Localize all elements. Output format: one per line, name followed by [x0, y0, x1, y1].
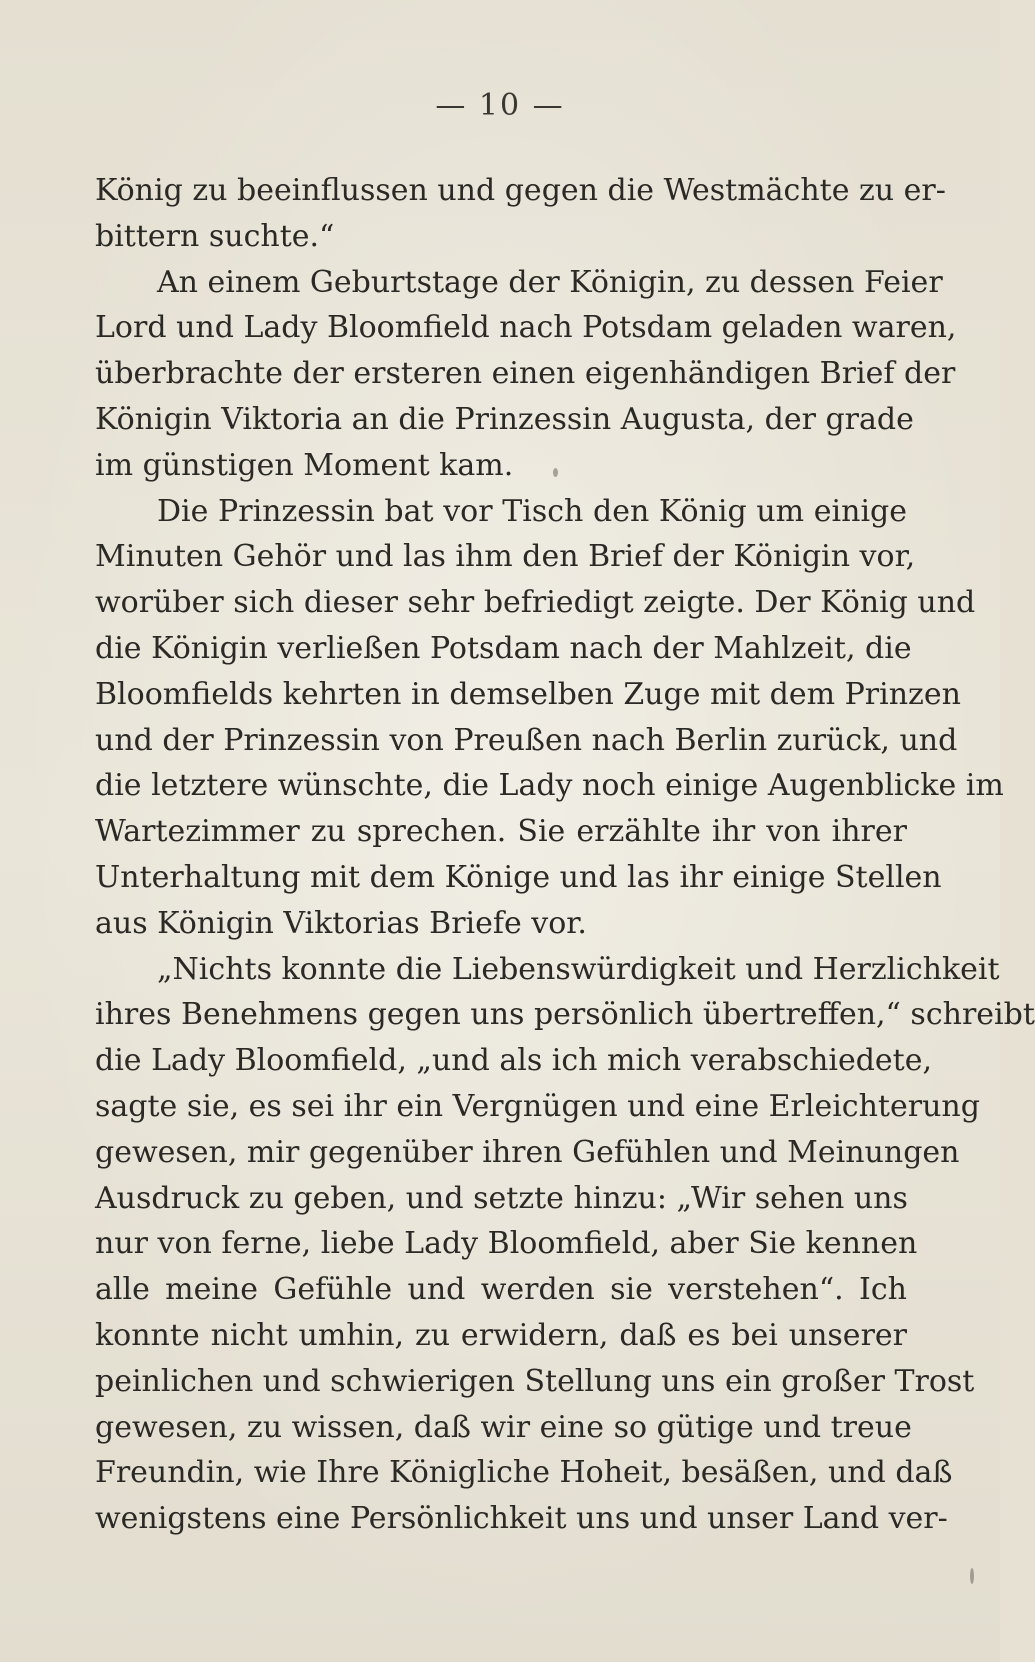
paper-speck — [553, 468, 558, 477]
text-line: im günstigen Moment kam. — [95, 447, 514, 483]
text-line: bittern suchte.“ — [95, 218, 335, 254]
text-line: Wartezimmer zu sprechen. Sie erzählte ihr von ihrer — [95, 814, 907, 850]
text-line: worüber sich dieser sehr befriedigt zeigte. Der König und — [95, 585, 976, 621]
text-line: die Königin verließen Potsdam nach der Mahlzeit, die — [95, 630, 912, 666]
text-line: Freundin, wie Ihre Königliche Hoheit, besäßen, und daß — [95, 1455, 953, 1491]
text-line: alle meine Gefühle und werden sie verstehen“. Ich — [95, 1272, 907, 1308]
text-line: überbrachte der ersteren einen eigenhändigen Brief der — [95, 356, 956, 392]
text-line: aus Königin Viktorias Briefe vor. — [95, 905, 587, 941]
page-number: — 10 — — [435, 88, 565, 123]
body-text — [95, 168, 1035, 1542]
text-line: Unterhaltung mit dem Könige und las ihr einige Stellen — [95, 859, 942, 895]
text-line: gewesen, mir gegenüber ihren Gefühlen und Meinungen — [95, 1134, 960, 1170]
text-line: König zu beeinflussen und gegen die Westmächte zu er- — [95, 173, 946, 208]
text-line: „Nichts konnte die Liebenswürdigkeit und Herzlichkeit — [157, 951, 1000, 987]
text-line: und der Prinzessin von Preußen nach Berlin zurück, und — [95, 722, 958, 758]
text-line: Bloomfields kehrten in demselben Zuge mit dem Prinzen — [95, 676, 961, 712]
text-line: gewesen, zu wissen, daß wir eine so gütige und treue — [95, 1409, 912, 1445]
paper-speck — [970, 1568, 974, 1584]
text-line: peinlichen und schwierigen Stellung uns ein großer Trost — [95, 1363, 975, 1399]
text-line: die Lady Bloomfield, „und als ich mich verabschiedete, — [95, 1043, 933, 1079]
text-line: ihres Benehmens gegen uns persönlich übertreffen,“ schreibt — [95, 997, 1035, 1033]
text-line: Ausdruck zu geben, und setzte hinzu: „Wir sehen uns — [95, 1180, 908, 1216]
text-line: Die Prinzessin bat vor Tisch den König um einige — [157, 493, 907, 529]
text-line: wenigstens eine Persönlichkeit uns und unser Land ver- — [95, 1501, 948, 1537]
text-line: An einem Geburtstage der Königin, zu dessen Feier — [157, 264, 943, 300]
text-line: Lord und Lady Bloomfield nach Potsdam geladen waren, — [95, 310, 957, 346]
text-line: Königin Viktoria an die Prinzessin Augusta, der grade — [95, 401, 914, 437]
text-line: konnte nicht umhin, zu erwidern, daß es bei unserer — [95, 1317, 907, 1353]
text-line: Minuten Gehör und las ihm den Brief der Königin vor, — [95, 539, 916, 575]
text-line: nur von ferne, liebe Lady Bloomfield, aber Sie kennen — [95, 1226, 918, 1262]
text-line: die letztere wünschte, die Lady noch einige Augenblicke im — [95, 768, 1004, 804]
text-line: sagte sie, es sei ihr ein Vergnügen und eine Erleichterung — [95, 1088, 980, 1124]
